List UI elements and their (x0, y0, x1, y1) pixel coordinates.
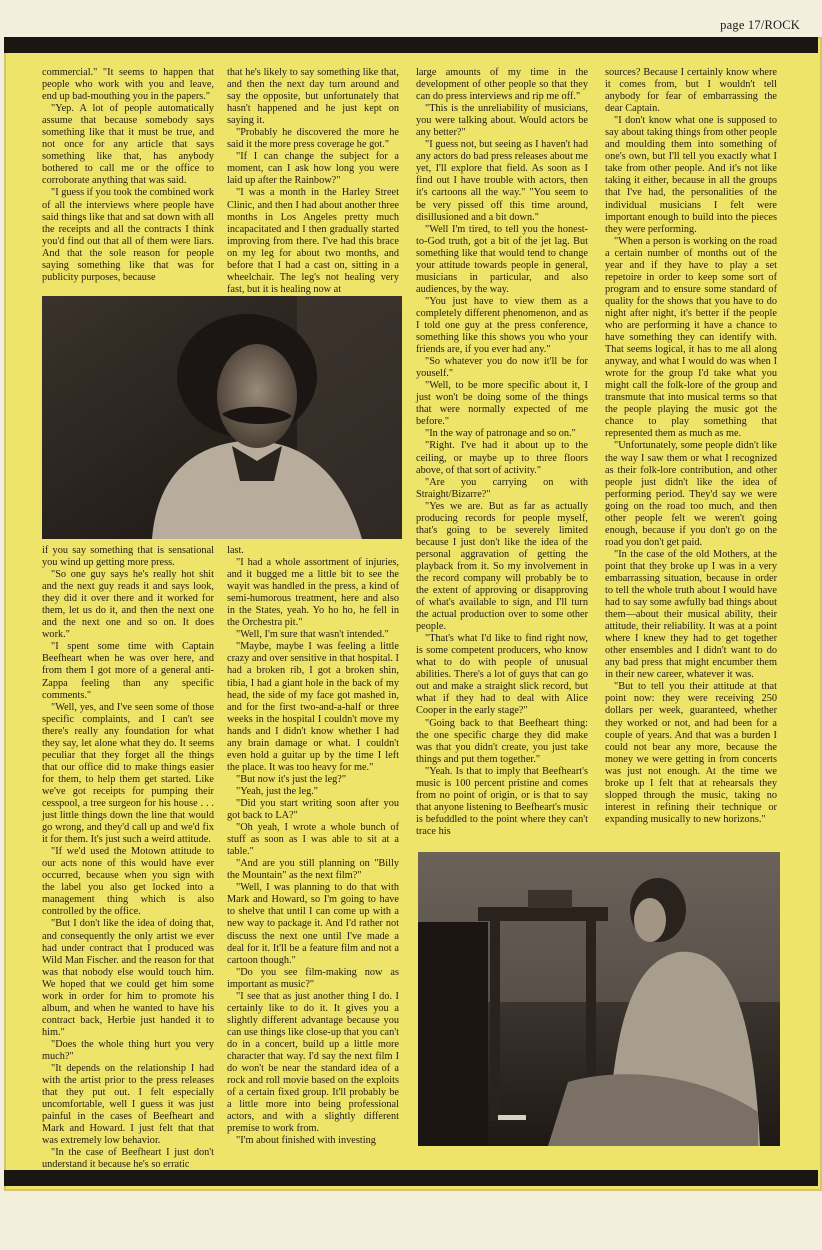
paragraph: "Yeah. Is that to imply that Beefheart's music is 100 percent pristine and comes from no point of origin, or is that to say that anyone listening to Beefheart's music is befuddled to the point where they can't trace his (416, 765, 588, 837)
paragraph: "Well I'm tired, to tell you the honest-to-God truth, got a bit of the jet lag. But something like that would tend to change your attitude towards people in general, musicians in particular, and also audiences, by the way. (416, 223, 588, 295)
paragraph: "Are you carrying on with Straight/Bizarre?" (416, 476, 588, 500)
paragraph: "I guess not, but seeing as I haven't had any actors do bad press releases about me yet, I'll explore that field. As soon as I find out I have trouble with actors, then it's cartoons all the way." "You seem to be very pissed off this time around, disillusioned and a bit down." (416, 139, 588, 223)
paragraph: "Well, to be more specific about it, I just won't be doing some of the things that were normally expected of me before." (416, 380, 588, 428)
paragraph: if you say something that is sensational you wind up getting more press. (42, 545, 214, 569)
paragraph: "In the way of patronage and so on." (425, 428, 576, 440)
paragraph: sources? Because I certainly know where it comes from, but I wouldn't tell anybody for fear of embarrassing the dear Captain. (605, 67, 777, 115)
paragraph: "This is the unreliability of musicians, you were talking about. Would actors be any better?" (416, 103, 588, 139)
paragraph: "Maybe, maybe I was feeling a little crazy and over sensitive in that hospital. I had a broken rib, I got a broken shin, tibia, I had a giant hole in the back of my head, the side of my face got mashed in, and for the first two-and-a-half or three weeks in the hospital I couldn't move my hands and I didn't know whether I had any brain damage or what. I couldn't even hold a guitar up by the time I left the place. It was too heavy for me." (227, 641, 399, 773)
paragraph: "Does the whole thing hurt you very much?" (42, 1038, 214, 1062)
paragraph: large amounts of my time in the development of other people so that they can do press interviews and rip me off." (416, 67, 588, 103)
paragraph: "Well, yes, and I've seen some of those specific complaints, and I can't see there's really any foundation for what they say, let alone what they do. It seems peculiar that they forget all the things that our office did to make things easier for them, to help them get started. Like we've got receipts for pumping their cesspool, a tree surgeon for his house . . . just little things down the line that would go wrong, and they'd call up and we'd fix it for them. It's just such a weird attitude. (42, 701, 214, 846)
paragraph: commercial." "It seems to happen that people who work with you and leave, end up bad-mouthing you in the papers." (42, 67, 214, 103)
paragraph: "I was a month in the Harley Street Clinic, and then I had about another three months in Los Angeles pretty much incapacitated and I then gradually started improving from there. I've had this brace on my leg for about two months, and before that I had a cast on, sitting in a wheelchair. The leg's not healing very fast, but it is healing now at (227, 187, 399, 295)
paragraph: "When a person is working on the road a certain number of months out of the year and if they have to play a set repetoire in order to keep some sort of program and to ensure some standard of quality for the shows that you have to do night after night, it's better if the people who are performing it have a chance to have something they can identify with. That seems logical, it has to me all along anyway, and what I would do was when I wrote for the group I'd take what you might call the folk-lore of the group and transmute that into musical terms so that the people playing the music got the chance to play something that represented them as much as me. (605, 235, 777, 440)
photo-seated-bottom (418, 852, 780, 1146)
column-3 (416, 67, 588, 847)
paragraph: "I guess if you took the combined work of all the interviews where people have said things like that and sat down with all the receipts and all the contracts I think you'd find out that all of them were liars. And that the sole reason for people saying something like that was for publicity purposes, because (42, 187, 214, 283)
page-header: page 17/ROCK (720, 18, 800, 32)
paragraph: "If I can change the subject for a moment, can I ask how long you were laid up after the Rainbow?" (227, 151, 399, 187)
paragraph: "It depends on the relationship I had with the artist prior to the press releases that they put out. I felt especially uncomfortable, well I guess it was just painful in the cases of Beefheart and Mark and Howard. I just felt that that was extremely low behavior. (42, 1063, 214, 1147)
bottom-rule (4, 1170, 818, 1186)
paragraph: "I see that as just another thing I do. I certainly like to do it. It gives you a slightly different advantage because you can use things like close-up that you can't do in a concert, build up a little more character that way. I'd say the next film I do won't be near the standard idea of a rock and roll movie based on the exploits of a certain fixed group. It'll probably be a little more into being professional actors, and with a slightly different premise to work from. (227, 990, 399, 1135)
paragraph: "I don't know what one is supposed to say about taking things from other people and moulding them into something of one's own, but I'll tell you exactly what I take from other people. And it's not like taking it either, because in all the groups that I've had, the personalities of the individual musicians I felt were important enough to build into the pieces they were performing. (605, 115, 777, 235)
paragraph: last. (227, 545, 244, 556)
paragraph: "Right. I've had it about up to the ceiling, or maybe up to three floors above, of that sort of activity." (416, 440, 588, 476)
paragraph: "Did you start writing soon after you got back to LA?" (227, 797, 399, 822)
paragraph: "Do you see film-making now as important as music?" (227, 966, 399, 990)
paragraph: "I spent some time with Captain Beefheart when he was over here, and from them I got more of a general anti-Zappa feeling than any specific comments." (42, 641, 214, 701)
paragraph: "Yeah, just the leg." (236, 785, 319, 797)
column-1-top (42, 67, 214, 292)
paragraph: "Well, I was planning to do that with Mark and Howard, so I'm going to have to shelve that until I can come up with a new way to package it. And I'd rather not discuss the next one until I've made a deal for it. It'll be a feature film and not a cartoon though." (227, 882, 399, 966)
paragraph: "Yes we are. But as far as actually producing records for people myself, that's going to be severely limited because I just don't like the idea of the personal aggravation of getting the playback from it. So my involvement in the record company will probably be to the extent of approving or disapproving of what's available to sign, and I'll turn the actual production over to some other people. (416, 500, 588, 633)
paragraph: "Going back to that Beefheart thing: the one specific charge they did make was that you didn't create, you just take things and put them together." (416, 717, 588, 765)
column-2-bottom (227, 545, 399, 1145)
paragraph: "Unfortunately, some people didn't like the way I saw them or what I recognized as their folk-lore contribution, and other people just didn't like the idea of performing period. They'd say we were going on the road too much, and then other people felt we weren't going enough, because if you don't go on the road you don't get paid. (605, 440, 777, 548)
column-4 (605, 67, 777, 847)
paragraph: "So one guy says he's really hot shit and the next guy reads it and says look, they did it over there and it worked for them, let us do it, and then the next one and the next one and so on. It does work." (42, 569, 214, 641)
paragraph: "But now it's just the leg?" (236, 773, 347, 785)
column-1-bottom (42, 545, 214, 1171)
paragraph: "In the case of Beefheart I just don't understand it because he's so erratic (42, 1147, 214, 1171)
paragraph: "I'm about finished with investing (236, 1135, 376, 1147)
paragraph: "In the case of the old Mothers, at the point that they broke up I was in a very embarrassing situation, because in order to tell the whole truth about I would have had to say some awfully bad things about them—about their musical ability, their attitude, their reliability. It was at a point where I knew they had to get together other ensembles and I didn't want to do any bad press that might encumber them in their new career, whatever it was. (605, 548, 777, 681)
top-rule (4, 37, 818, 53)
paragraph: "You just have to view them as a completely different phenomenon, and as I told one guy at the press conference, something like this shows you who your friends are, if you ever had any." (416, 295, 588, 356)
column-2-top (227, 67, 399, 295)
paragraph: "Oh yeah, I wrote a whole bunch of stuff as soon as I was able to sit at a table." (227, 822, 399, 858)
paragraph: "If we'd used the Motown attitude to our acts none of this would have ever occurred, because when you sign with the label you also get locked into a management thing which is also controlled by the office. (42, 846, 214, 918)
paragraph: "Probably he discovered the more he said it the more press coverage he got." (227, 127, 399, 151)
paragraph: "So whatever you do now it'll be for youself." (416, 356, 588, 380)
paragraph: "And are you still planning on "Billy the Mountain" as the next film?" (227, 858, 399, 882)
paragraph: that he's likely to say something like that, and then the next day turn around and say the opposite, but unfortunately that hasn't happened and he just kept on saying it. (227, 67, 399, 127)
photo-portrait-top (42, 296, 402, 539)
paragraph: "But to tell you their attitude at that point now: they were receiving 250 dollars per week, guaranteed, whether they worked or not, and had been for a couple of years. And that was a burden I could not bear any more, because the money we were getting in from concerts was just not enough. At the time we broke up I felt that at rehearsals they slopped through the music, taking no interest in refining their technique or expanding musically to new horizons." (605, 681, 777, 825)
paragraph: "That's what I'd like to find right now, is some competent producers, who know what to do with people of unusual abilities. There's a lot of guys that can go out and make a straight slick record, but what if they had to deal with Alice Cooper in the early stage?" (416, 633, 588, 717)
paragraph: "But I don't like the idea of doing that, and consequently the only artist we ever had under contract that I produced was Wild Man Fischer. and the reason for that was that nobody else would touch him. We hoped that we could get him some work in order for him to promote his album, and when he wanted to have his contract back, Herbie just handed it to him." (42, 918, 214, 1038)
paragraph: "I had a whole assortment of injuries, and it bugged me a little bit to see the wayit was handled in the press, a kind of semi-humorous treatment, here and also in the States, yeah. Yo ho ho, he fell in the Orchestra pit." (227, 557, 399, 629)
paragraph: "Well, I'm sure that wasn't intended." (236, 629, 389, 641)
paragraph: "Yep. A lot of people automatically assume that because somebody says something like that it must be true, and not once for any article that says something like that, has anybody bothered to call me or the office to corroborate anything that was said. (42, 103, 214, 187)
